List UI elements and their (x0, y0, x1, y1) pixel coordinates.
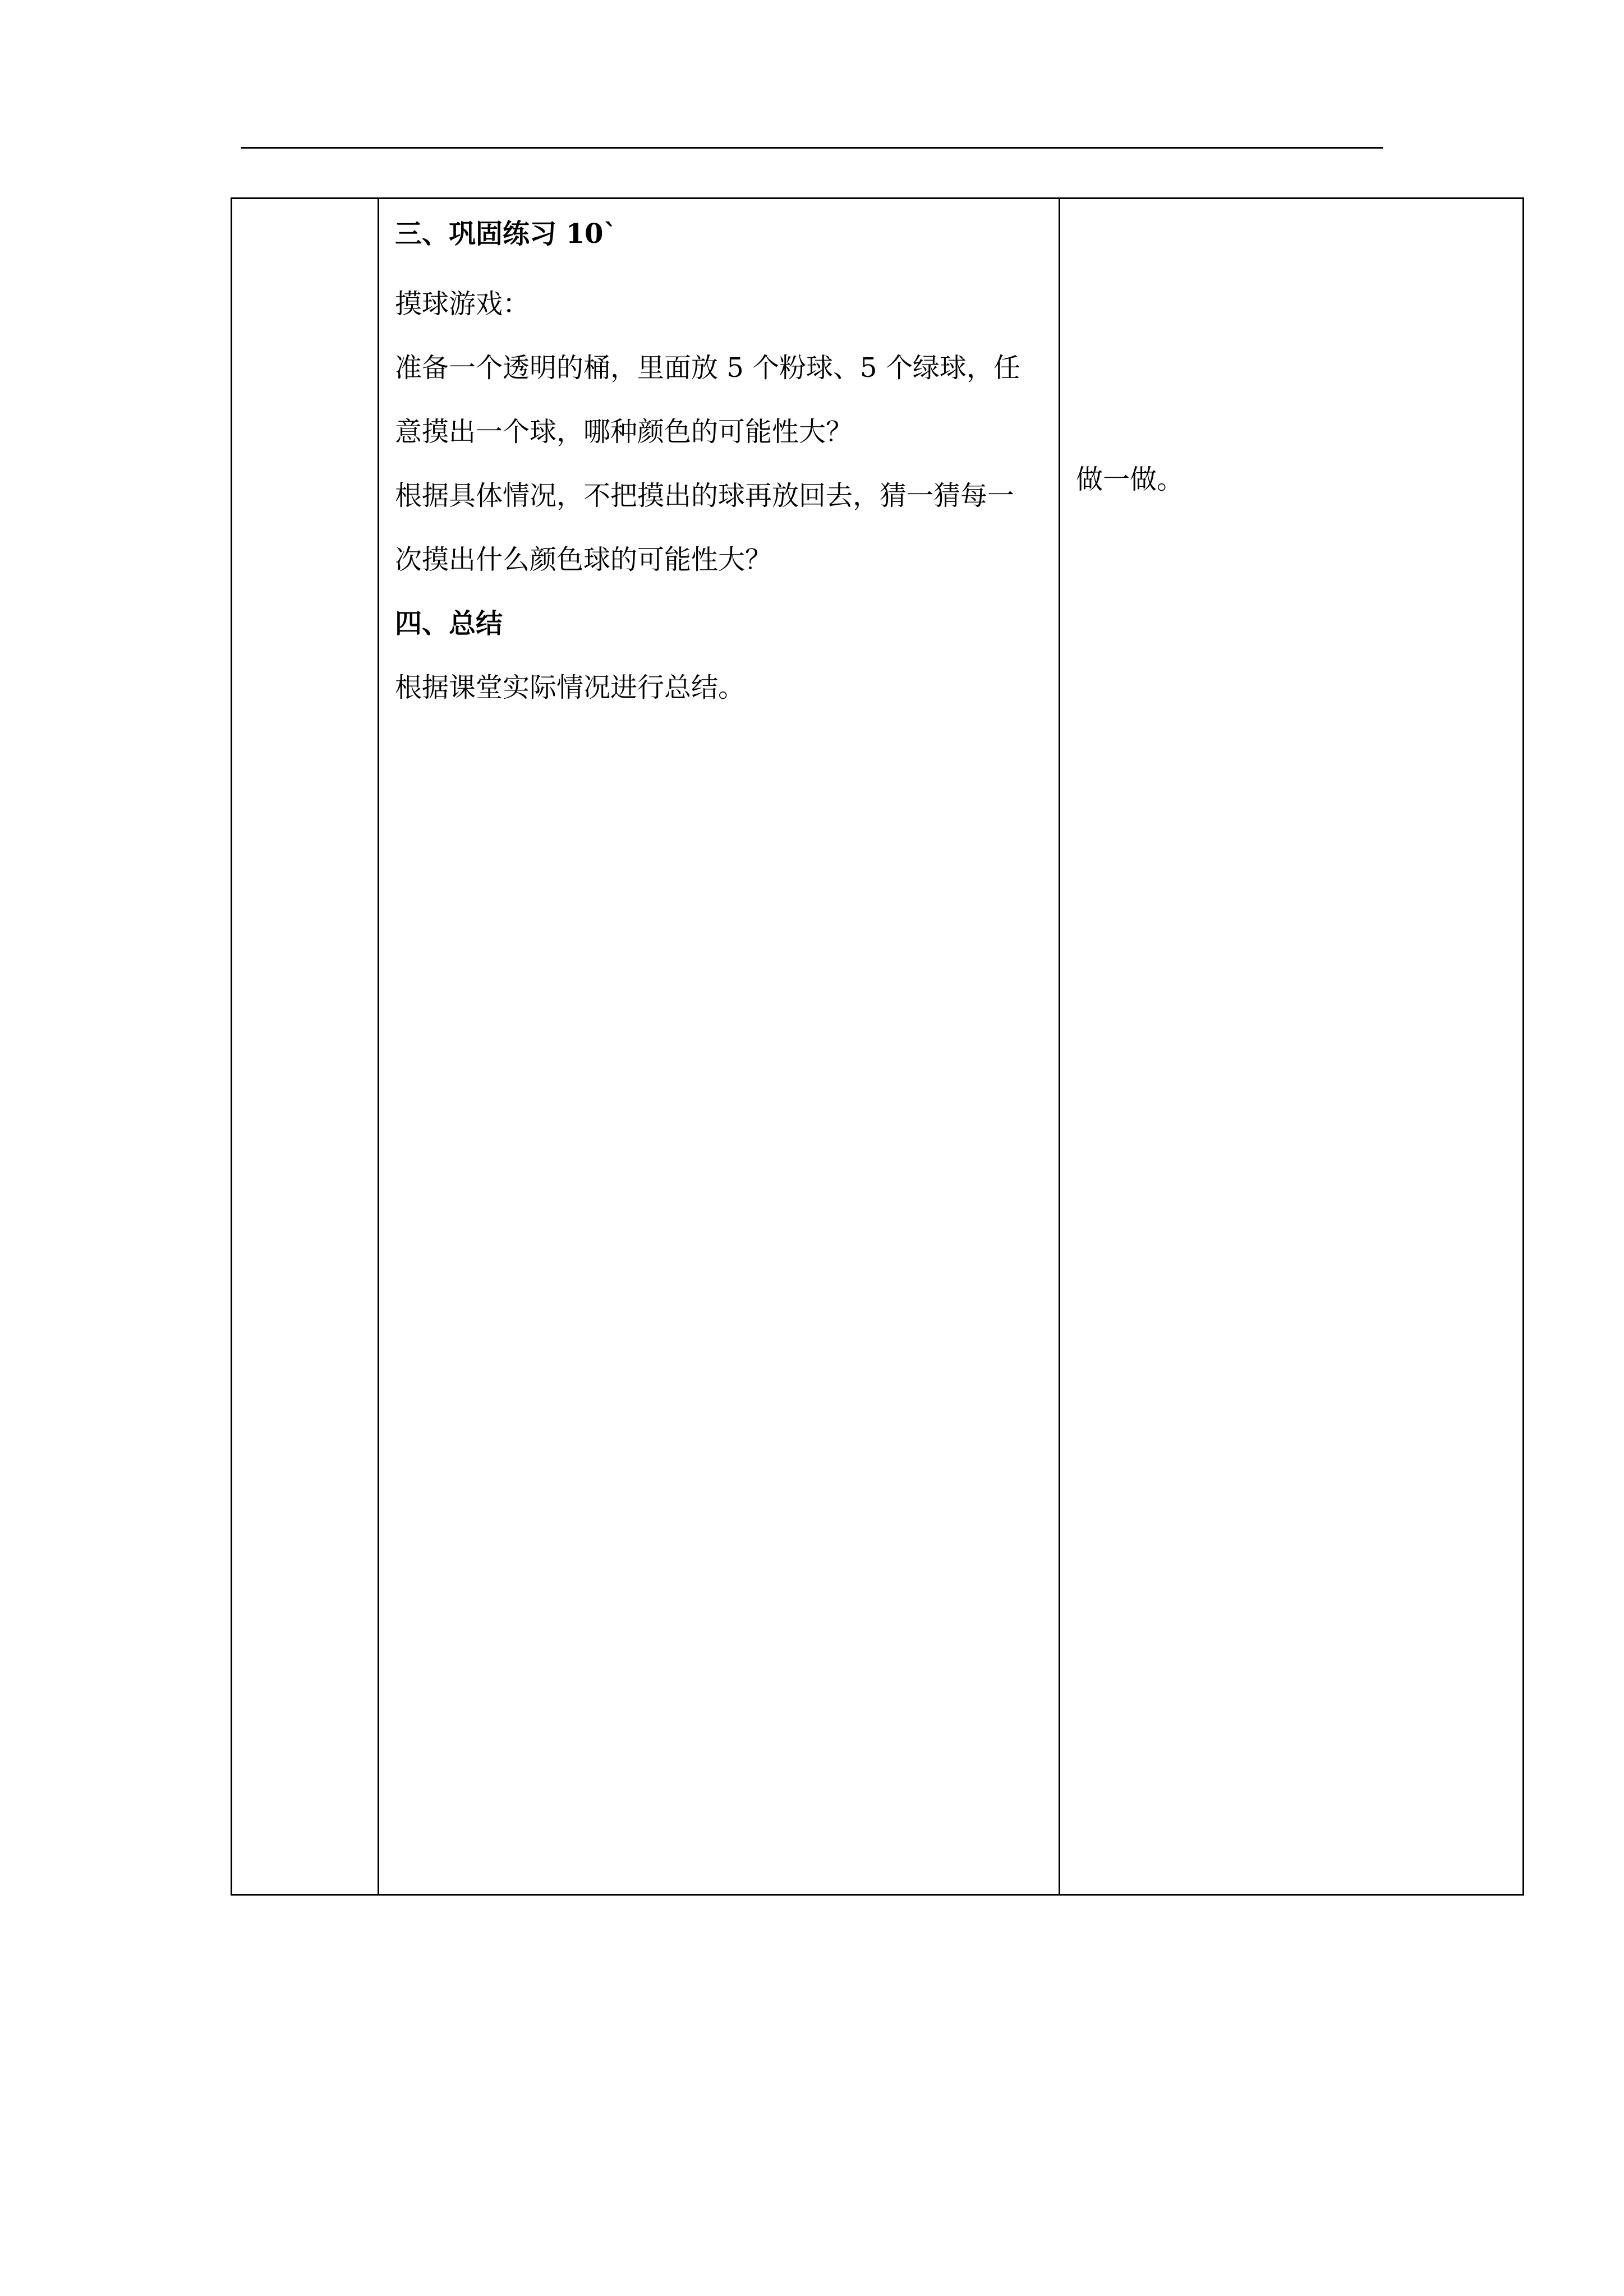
summary-text: 根据课堂实际情况进行总结。 (395, 672, 746, 703)
table-row (232, 199, 1524, 1895)
section4-heading: 四、总结 (395, 608, 503, 639)
section3-heading: 三、巩固练习 10` (395, 218, 617, 250)
stage-cell (232, 199, 379, 1895)
student-activity-cell (1060, 199, 1524, 1895)
paragraph1-line2: 意摸出一个球，哪种颜色的可能性大？ (395, 416, 853, 448)
lesson-plan-table (231, 197, 1524, 1896)
paragraph2-line1: 根据具体情况，不把摸出的球再放回去，猜一猜每一 (395, 480, 1015, 511)
activity-title: 摸球游戏： (395, 288, 530, 320)
header-rule (241, 147, 1383, 149)
paragraph1-line1: 准备一个透明的桶，里面放 5 个粉球、5 个绿球，任 (395, 352, 1020, 384)
paragraph2-line2: 次摸出什么颜色球的可能性大？ (395, 544, 772, 575)
student-activity-text: 做一做。 (1076, 464, 1184, 495)
teaching-content-cell (379, 199, 1060, 1895)
